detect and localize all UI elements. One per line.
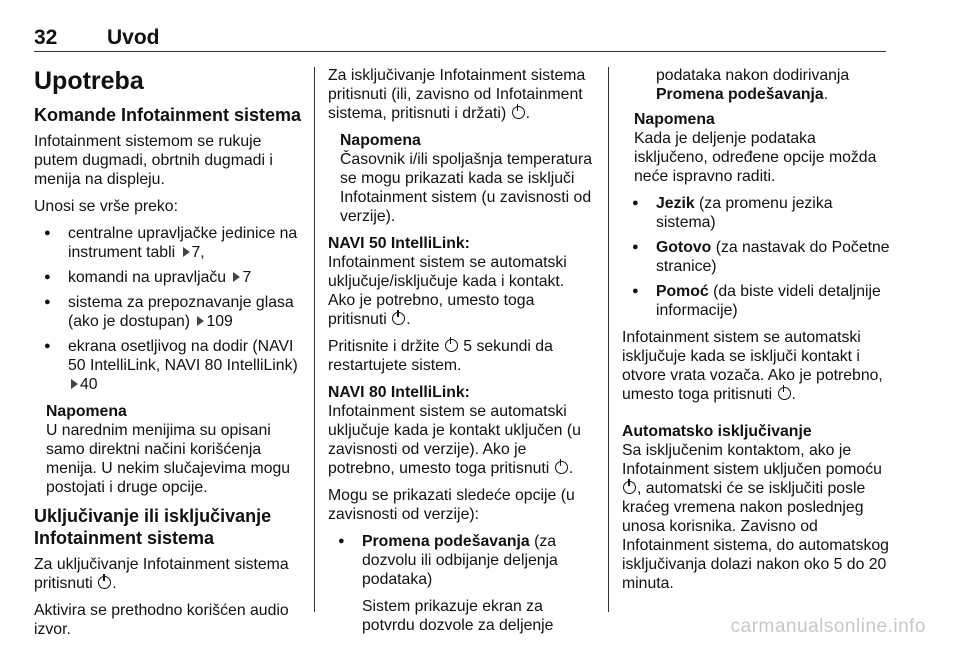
input-methods-list	[34, 224, 304, 394]
list-item: ● centralne upravljačke jedinice na instrument tabli 7,	[34, 224, 304, 262]
note-text: U narednim menijima su opisani samo direktni načini korišćenja menija. U nekim slučajevima mogu postojati i druge opcije.	[46, 422, 291, 496]
note-clock	[340, 131, 593, 226]
note-sharing	[634, 110, 890, 186]
note-title: Napomena	[634, 111, 715, 128]
note-text: Časovnik i/ili spoljašnja temperatura se mogu prikazati kada se isključi Infotainment sistem (u zavisnosti od verzije).	[340, 151, 592, 225]
paragraph-auto-off: Infotainment sistem se automatski isključuje kada se isključi kontakt i otvore vrata vozača. Ako je potrebno, umesto toga pritisnuti .	[622, 329, 883, 403]
options-list-2	[622, 194, 890, 320]
power-icon	[98, 576, 111, 589]
chapter-title: Uvod	[107, 26, 160, 49]
list-item: ● komandi na upravljaču 7	[34, 268, 304, 287]
option-label: Promena podešavanja	[362, 533, 530, 550]
heading-automatsko: Automatsko isključivanje	[622, 423, 812, 440]
paragraph-power-off: Za isključivanje Infotainment sistema pritisnuti (ili, zavisno od Infotainment sistema, pritisnuti i držati) .	[328, 67, 586, 122]
column-divider-2	[608, 67, 609, 612]
power-icon	[623, 481, 636, 494]
list-item: ● Jezik (za promenu jezika sistema)	[622, 194, 890, 232]
page-ref-icon	[233, 272, 240, 282]
watermark: carmanualsonline.info	[730, 616, 926, 637]
note-text: Kada je deljenje podataka isključeno, određene opcije možda neće ispravno raditi.	[634, 130, 877, 185]
list-item: ● sistema za prepoznavanje glasa (ako je dostupan) 109	[34, 293, 304, 331]
power-icon	[778, 387, 791, 400]
page-ref-icon	[197, 316, 204, 326]
column-2	[328, 66, 593, 641]
paragraph-restart: Pritisnite i držite 5 sekundi da restartujete sistem.	[328, 338, 553, 374]
power-icon	[445, 339, 458, 352]
power-icon	[555, 461, 568, 474]
list-item: ● Gotovo (za nastavak do Početne stranice)	[622, 238, 890, 276]
options-list	[328, 532, 593, 589]
paragraph-intro: Infotainment sistemom se rukuje putem dugmadi, obrtnih dugmadi i menija na displeju.	[34, 133, 273, 188]
power-icon	[512, 106, 525, 119]
paragraph-auto-timeout: Sa isključenim kontaktom, ako je Infotainment sistem uključen pomoću , automatski će se isključiti posle kraćeg vremena nakon poslednjeg unosa korisnika. Zavisno od Infotainment sistema, do automatskog isključivanja dolazi nakon oko 5 do 20 minuta.	[622, 442, 889, 592]
heading-komande: Komande Infotainment sistema	[34, 105, 302, 125]
heading-ukljucivanje: Uključivanje ili isključivanje Infotainment sistema	[34, 506, 272, 548]
paragraph-power-on: Za uključivanje Infotainment sistema pritisnuti .	[34, 556, 289, 592]
paragraph-navi80: NAVI 80 IntelliLink: Infotainment sistem se automatski uključuje kada je kontakt uključen (u zavisnosti od verzije). Ako je potrebno, umesto toga pritisnuti .	[328, 384, 581, 477]
note-menus	[46, 402, 304, 497]
power-icon	[392, 312, 405, 325]
column-divider-1	[314, 67, 315, 612]
page-number: 32	[34, 26, 58, 49]
list-item: ● Promena podešavanja (za dozvolu ili odbijanje deljenja podataka)	[328, 532, 593, 589]
paragraph-navi50: NAVI 50 IntelliLink: Infotainment sistem se automatski uključuje/isključuje kada i kontakt. Ako je potrebno, umesto toga pritisnuti .	[328, 235, 567, 328]
paragraph-mogu: Mogu se prikazati sledeće opcije (u zavisnosti od verzije):	[328, 487, 575, 523]
list-item: ● Pomoć (da biste videli detaljnije informacije)	[622, 282, 890, 320]
navi50-title: NAVI 50 IntelliLink:	[328, 235, 470, 252]
paragraph-aktivira: Aktivira se prethodno korišćen audio izvor.	[34, 602, 289, 638]
column-3	[622, 66, 890, 601]
option-sub-continued: podataka nakon dodirivanja Promena podešavanja.	[656, 67, 850, 103]
column-1	[34, 66, 304, 647]
page-ref-icon	[71, 379, 78, 389]
page-ref-icon	[183, 247, 190, 257]
header-rule	[34, 51, 886, 52]
page-header	[34, 26, 884, 52]
navi80-title: NAVI 80 IntelliLink:	[328, 384, 470, 401]
note-title: Napomena	[46, 403, 127, 420]
section-title: Upotreba	[34, 67, 144, 95]
list-item: ● ekrana osetljivog na dodir (NAVI 50 IntelliLink, NAVI 80 IntelliLink) 40	[34, 337, 304, 394]
paragraph-unosi: Unosi se vrše preko:	[34, 198, 178, 215]
note-title: Napomena	[340, 132, 421, 149]
option-sub-text: Sistem prikazuje ekran za potvrdu dozvole za deljenje	[362, 598, 554, 634]
